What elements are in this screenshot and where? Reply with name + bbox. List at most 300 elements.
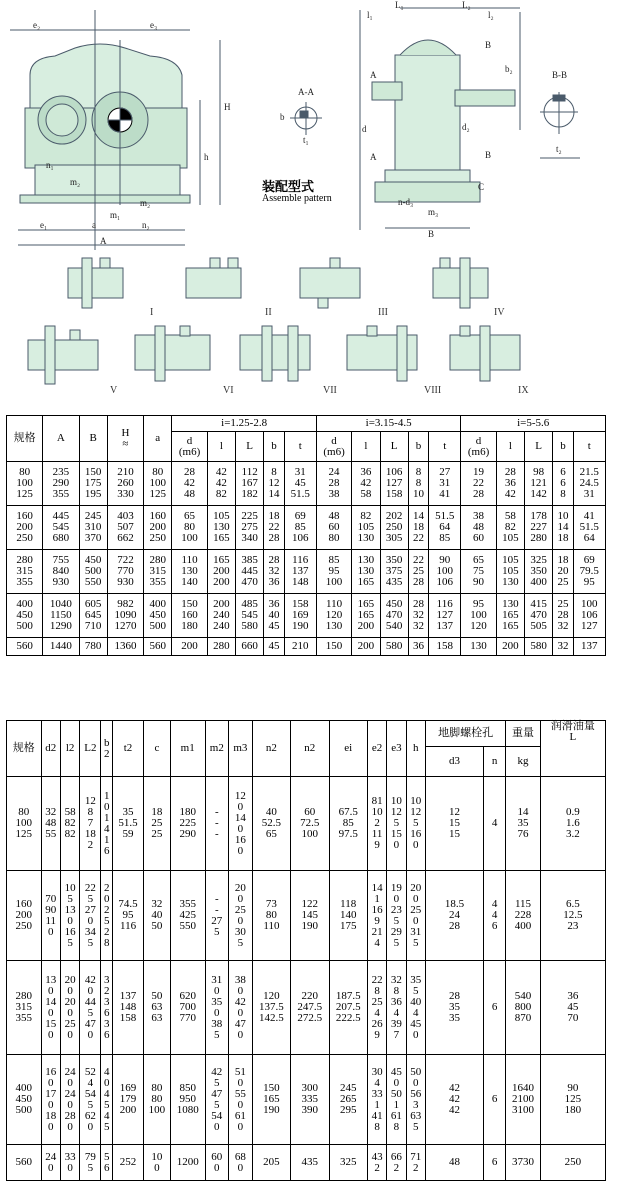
t1-cell: 28 42 48 (172, 462, 207, 506)
t2-cell: 12 8 7 18 2 (80, 777, 101, 871)
reducer-drawings (0, 0, 619, 410)
t1-cell: 158 169 190 (284, 594, 316, 638)
t2-cell: 850 950 1080 (170, 1055, 205, 1145)
pattern-label-6: VI (223, 385, 234, 396)
t1-cell: 21.5 24.5 31 (573, 462, 605, 506)
t2-head-m1: m1 (170, 721, 205, 777)
t1-cell: 31 45 51.5 (284, 462, 316, 506)
label-m2b: m₂ (140, 198, 151, 208)
t1-cell: 65 75 90 (461, 550, 496, 594)
pattern-label-3: III (378, 307, 388, 318)
t1-cell: 1360 (107, 638, 143, 656)
t2-head-oil-unit: L (569, 731, 577, 743)
label-n-d3: n-d₃ (398, 197, 414, 207)
t2-head-t2: t2 (113, 721, 144, 777)
t2-head-c: c (143, 721, 170, 777)
label-sec-b2: B (485, 150, 492, 160)
t2-cell: 32 8 36 4 39 7 (387, 961, 406, 1055)
t1-cell: 722 770 930 (107, 550, 143, 594)
t2-cell: 20 0 25 0 30 5 (229, 871, 253, 961)
t2-cell: 70 90 11 0 (41, 871, 60, 961)
t2-cell: 73 80 110 (252, 871, 290, 961)
t1-sub-1-2: L (380, 432, 408, 462)
t2-cell: 137 148 158 (113, 961, 144, 1055)
t2-cell: 36 45 70 (540, 961, 605, 1055)
t2-cell: 90 125 180 (540, 1055, 605, 1145)
t2-head-d2: d2 (41, 721, 60, 777)
t2-cell: 540 800 870 (506, 961, 541, 1055)
t2-row (7, 1055, 606, 1145)
t2-cell: 58 82 82 (60, 777, 79, 871)
t2-head-spec: 规格 (7, 721, 42, 777)
label-L2: L₂ (462, 0, 471, 10)
pattern-label-5: V (110, 385, 118, 396)
t1-row (7, 638, 606, 656)
t2-cell: 22 5 27 0 34 5 (80, 871, 101, 961)
t1-cell: 14 18 22 (408, 506, 428, 550)
t1-cell: 400 450 500 (7, 594, 43, 638)
t2-row (7, 1145, 606, 1181)
t2-cell: 150 165 190 (252, 1055, 290, 1145)
t1-cell: 105 130 165 (207, 506, 235, 550)
t2-cell: 245 265 295 (329, 1055, 367, 1145)
t2-cell: 68 0 (229, 1145, 253, 1181)
t1-cell: 65 80 100 (172, 506, 207, 550)
t2-cell: 48 (425, 1145, 483, 1181)
t2-row (7, 777, 606, 871)
label-t1: t₁ (303, 135, 309, 145)
t2-cell: 160 200 250 (7, 871, 42, 961)
t2-cell: 52 4 54 5 62 0 (80, 1055, 101, 1145)
t1-cell: 450 470 540 (380, 594, 408, 638)
t1-cell: 560 (144, 638, 172, 656)
t1-cell: 58 82 105 (496, 506, 524, 550)
t2-cell: 60 0 (205, 1145, 229, 1181)
t1-cell: 350 375 435 (380, 550, 408, 594)
t1-cell: 450 500 550 (79, 550, 107, 594)
t1-cell: 80 100 125 (7, 462, 43, 506)
t1-sub-1-3: b (408, 432, 428, 462)
pattern-label-1: I (150, 307, 154, 318)
t2-head-e2: e2 (367, 721, 386, 777)
assembly-caption-en: Assemble pattern (262, 193, 332, 204)
spec-table-2 (6, 720, 606, 1181)
t2-head-h: h (406, 721, 425, 777)
t2-cell: 400 450 500 (7, 1055, 42, 1145)
t2-cell: 30 4 33 1 41 8 (367, 1055, 386, 1145)
t2-cell: 71 2 (406, 1145, 425, 1181)
t1-head-B: B (79, 416, 107, 462)
t2-cell: 6.5 12.5 23 (540, 871, 605, 961)
t1-cell: 6 6 8 (553, 462, 573, 506)
t2-cell: 120 137.5 142.5 (252, 961, 290, 1055)
t2-cell: 3 2 3 6 3 6 (101, 961, 113, 1055)
t1-cell: 80 100 125 (144, 462, 172, 506)
t2-cell: 42 0 44 5 47 0 (80, 961, 101, 1055)
t2-cell: 43 2 (367, 1145, 386, 1181)
label-m1: m₁ (110, 210, 121, 220)
spec-table-1 (6, 415, 606, 656)
t1-cell: 235 290 355 (43, 462, 79, 506)
t2-cell: - - 27 5 (205, 871, 229, 961)
t1-cell: 8 8 10 (408, 462, 428, 506)
t2-cell: 1 0 1 4 1 6 (101, 777, 113, 871)
t1-cell: 150 175 195 (79, 462, 107, 506)
t2-cell: 118 140 175 (329, 871, 367, 961)
t1-cell: 36 (408, 638, 428, 656)
t1-cell: 150 160 180 (172, 594, 207, 638)
t1-cell: 112 167 182 (236, 462, 264, 506)
t1-cell: 82 105 130 (352, 506, 380, 550)
t1-cell: 415 470 505 (525, 594, 553, 638)
assembly-caption-cn: 装配型式 (262, 179, 315, 194)
label-h: h (204, 152, 209, 162)
t1-cell: 158 (429, 638, 461, 656)
label-b2: b₂ (505, 64, 513, 74)
t1-cell: 280 315 355 (144, 550, 172, 594)
t1-cell: 116 127 137 (429, 594, 461, 638)
t2-cell: 50 63 63 (143, 961, 170, 1055)
t1-sub-0-3: b (264, 432, 284, 462)
t2-cell: 4 4 6 (484, 871, 506, 961)
t2-cell: 14 1 16 9 21 4 (367, 871, 386, 961)
t2-cell: 187.5 207.5 222.5 (329, 961, 367, 1055)
pattern-label-9: IX (518, 385, 529, 396)
t1-cell: 982 1090 1270 (107, 594, 143, 638)
t2-head-e3: e3 (387, 721, 406, 777)
t1-cell: 42 42 82 (207, 462, 235, 506)
t1-cell: 41 51.5 64 (573, 506, 605, 550)
t2-cell: 22 8 25 4 26 9 (367, 961, 386, 1055)
t2-cell: 40 52.5 65 (252, 777, 290, 871)
label-l1: l₁ (367, 10, 373, 20)
t2-cell: 10 5 13 0 16 5 (60, 871, 79, 961)
t1-cell: 210 260 330 (107, 462, 143, 506)
t1-cell: 45 (264, 638, 284, 656)
t2-cell: 6 (484, 1055, 506, 1145)
t2-cell: 18.5 24 28 (425, 871, 483, 961)
t2-cell: 66 2 (387, 1145, 406, 1181)
t1-cell: 100 106 127 (573, 594, 605, 638)
t2-cell: 0.9 1.6 3.2 (540, 777, 605, 871)
t1-sub-0-1: l (207, 432, 235, 462)
t1-cell: 116 137 148 (284, 550, 316, 594)
t2-head-m3: m3 (229, 721, 253, 777)
t2-cell: 560 (7, 1145, 42, 1181)
t1-cell: 69 79.5 95 (573, 550, 605, 594)
label-section-bb: B-B (552, 70, 568, 80)
t1-cell: 560 (7, 638, 43, 656)
t2-head-n2a: n2 (252, 721, 290, 777)
t2-cell: 80 100 125 (7, 777, 42, 871)
t1-cell: 202 250 305 (380, 506, 408, 550)
label-e3: e₃ (150, 20, 158, 30)
t1-cell: 36 40 45 (264, 594, 284, 638)
t1-cell: 28 32 32 (408, 594, 428, 638)
section-aa-drawing (290, 102, 322, 135)
t2-head-d3: d3 (425, 747, 483, 777)
pattern-label-2: II (265, 307, 272, 318)
t2-cell: 79 5 (80, 1145, 101, 1181)
t1-cell: 1040 1150 1290 (43, 594, 79, 638)
label-e2: e₂ (33, 20, 41, 30)
t2-cell: 51 0 55 0 61 0 (229, 1055, 253, 1145)
t2-cell: 115 228 400 (506, 871, 541, 961)
t2-cell: 250 (540, 1145, 605, 1181)
t2-cell: 80 80 100 (143, 1055, 170, 1145)
t2-head-n: n (484, 747, 506, 777)
t2-cell: 1200 (170, 1145, 205, 1181)
label-sec-b1: B (485, 40, 492, 50)
t1-cell: 580 (525, 638, 553, 656)
t2-cell: 20 0 20 0 25 0 (60, 961, 79, 1055)
t2-cell: 122 145 190 (291, 871, 329, 961)
label-d: d (362, 124, 367, 134)
label-b: b (280, 112, 285, 122)
t1-cell: 51.5 64 85 (429, 506, 461, 550)
label-sec-a2: A (370, 152, 377, 162)
t2-cell: 67.5 85 97.5 (329, 777, 367, 871)
t2-cell: 3730 (506, 1145, 541, 1181)
t1-cell: 160 200 250 (7, 506, 43, 550)
t2-cell: 38 0 42 0 47 0 (229, 961, 253, 1055)
t2-cell: 20 0 25 0 31 5 (406, 871, 425, 961)
t2-cell: 12 0 14 0 16 0 (229, 777, 253, 871)
t2-cell: 42 5 47 5 54 0 (205, 1055, 229, 1145)
t1-cell: 178 227 280 (525, 506, 553, 550)
t1-cell: 280 (207, 638, 235, 656)
t1-sub-2-0: d (m6) (461, 432, 496, 462)
label-t2: t₂ (556, 144, 562, 154)
t1-cell: 130 130 165 (352, 550, 380, 594)
t1-cell: 110 130 140 (172, 550, 207, 594)
t1-cell: 110 120 130 (316, 594, 351, 638)
t1-row (7, 594, 606, 638)
t1-row (7, 550, 606, 594)
t2-cell: 620 700 770 (170, 961, 205, 1055)
t2-cell: 435 (291, 1145, 329, 1181)
t1-cell: 48 60 80 (316, 506, 351, 550)
assembly-pattern-drawings (28, 258, 520, 384)
t2-cell: 1640 2100 3100 (506, 1055, 541, 1145)
t1-cell: 18 20 25 (553, 550, 573, 594)
t2-cell: 14 35 76 (506, 777, 541, 871)
t2-cell: 2 0 2 5 2 8 (101, 871, 113, 961)
t2-head-ei: ei (329, 721, 367, 777)
t1-cell: 605 645 710 (79, 594, 107, 638)
t1-cell: 280 315 355 (7, 550, 43, 594)
t2-cell: 5 6 (101, 1145, 113, 1181)
t1-sub-0-0: d (m6) (172, 432, 207, 462)
t1-cell: 130 (461, 638, 496, 656)
t1-cell: 445 545 680 (43, 506, 79, 550)
t2-head-oil: 润滑油量 (550, 720, 595, 732)
t1-sub-0-4: t (284, 432, 316, 462)
t1-sub-2-3: b (553, 432, 573, 462)
t2-cell: 10 0 (143, 1145, 170, 1181)
t2-head-bolt: 地脚螺栓孔 (425, 721, 505, 747)
t1-cell: 36 42 58 (352, 462, 380, 506)
label-H: H (224, 102, 231, 112)
t1-sub-1-1: l (352, 432, 380, 462)
t1-cell: 150 (316, 638, 351, 656)
t1-cell: 225 275 340 (236, 506, 264, 550)
t2-head-weight: 重量 (506, 721, 541, 747)
t2-head-b2: b 2 (101, 721, 113, 777)
t1-cell: 90 100 106 (429, 550, 461, 594)
t1-cell: 85 95 100 (316, 550, 351, 594)
t2-cell: 35 51.5 59 (113, 777, 144, 871)
t2-head-kg: kg (506, 747, 541, 777)
pattern-label-8: VIII (424, 385, 442, 396)
label-L1: L₁ (395, 0, 404, 10)
t1-cell: 165 165 200 (352, 594, 380, 638)
t1-row (7, 506, 606, 550)
t2-cell: 325 (329, 1145, 367, 1181)
t1-sub-0-2: L (236, 432, 264, 462)
t2-cell: - - - (205, 777, 229, 871)
t2-cell: 4 0 4 5 4 5 (101, 1055, 113, 1145)
t2-cell: 50 0 56 3 63 5 (406, 1055, 425, 1145)
t1-cell: 32 (553, 638, 573, 656)
t1-sub-2-4: t (573, 432, 605, 462)
t2-cell: 24 0 (41, 1145, 60, 1181)
t1-cell: 210 (284, 638, 316, 656)
t1-cell: 385 445 470 (236, 550, 264, 594)
t2-cell: 180 225 290 (170, 777, 205, 871)
t1-sub-1-0: d (m6) (316, 432, 351, 462)
t2-row (7, 961, 606, 1055)
t2-cell: 280 315 355 (7, 961, 42, 1055)
t2-head-l2: l2 (60, 721, 79, 777)
t1-cell: 95 100 120 (461, 594, 496, 638)
label-sec-a1: A (370, 70, 377, 80)
t2-cell: 60 72.5 100 (291, 777, 329, 871)
label-B-dim: B (428, 229, 435, 239)
t1-cell: 98 121 142 (525, 462, 553, 506)
side-view-drawing (360, 8, 520, 230)
t2-row (7, 871, 606, 961)
t2-head-L2: L2 (80, 721, 101, 777)
t1-cell: 200 (352, 638, 380, 656)
t2-cell: 19 0 23 5 29 5 (387, 871, 406, 961)
t1-cell: 69 85 106 (284, 506, 316, 550)
label-n1: n₁ (46, 160, 54, 170)
t1-head-a: a (144, 416, 172, 462)
t1-group-3: i=5-5.6 (461, 416, 606, 432)
t2-cell: 10 12 5 16 0 (406, 777, 425, 871)
t1-cell: 403 507 662 (107, 506, 143, 550)
t1-cell: 160 200 250 (144, 506, 172, 550)
t2-head-n2b: n2 (291, 721, 329, 777)
t2-cell: 32 48 55 (41, 777, 60, 871)
t1-cell: 485 545 580 (236, 594, 264, 638)
t1-sub-2-1: l (496, 432, 524, 462)
t1-cell: 27 31 41 (429, 462, 461, 506)
pattern-label-7: VII (323, 385, 337, 396)
t1-cell: 165 200 200 (207, 550, 235, 594)
t2-cell: 6 (484, 961, 506, 1055)
t1-cell: 400 450 500 (144, 594, 172, 638)
t1-head-spec: 规格 (7, 416, 43, 462)
t2-cell: 45 0 50 1 61 8 (387, 1055, 406, 1145)
t1-cell: 106 127 158 (380, 462, 408, 506)
t1-cell: 22 25 28 (408, 550, 428, 594)
t1-cell: 19 22 28 (461, 462, 496, 506)
label-m2a: m₂ (70, 177, 81, 187)
t2-cell: 74.5 95 116 (113, 871, 144, 961)
t1-cell: 200 (172, 638, 207, 656)
label-A: A (100, 236, 107, 246)
t1-cell: 660 (236, 638, 264, 656)
t1-head-A: A (43, 416, 79, 462)
t2-cell: 32 40 50 (143, 871, 170, 961)
label-d2: d₂ (462, 122, 470, 132)
t1-cell: 580 (380, 638, 408, 656)
t1-cell: 105 105 130 (496, 550, 524, 594)
t2-cell: 81 10 2 11 9 (367, 777, 386, 871)
t1-cell: 245 310 370 (79, 506, 107, 550)
t1-cell: 130 165 165 (496, 594, 524, 638)
t1-cell: 8 12 14 (264, 462, 284, 506)
t2-cell: 6 (484, 1145, 506, 1181)
t2-cell: 252 (113, 1145, 144, 1181)
t1-cell: 1440 (43, 638, 79, 656)
t1-cell: 137 (573, 638, 605, 656)
t1-sub-1-4: t (429, 432, 461, 462)
t1-cell: 755 840 930 (43, 550, 79, 594)
t2-cell: 33 0 (60, 1145, 79, 1181)
label-C: C (478, 182, 485, 192)
t1-cell: 24 28 38 (316, 462, 351, 506)
t2-cell: 205 (252, 1145, 290, 1181)
t2-head-m2: m2 (205, 721, 229, 777)
t2-cell: 42 42 42 (425, 1055, 483, 1145)
t2-cell: 31 0 35 0 38 5 (205, 961, 229, 1055)
t1-cell: 25 28 32 (553, 594, 573, 638)
t2-cell: 16 0 17 0 18 0 (41, 1055, 60, 1145)
t2-cell: 10 12 5 15 0 (387, 777, 406, 871)
t2-cell: 35 5 40 4 45 0 (406, 961, 425, 1055)
t1-cell: 28 36 42 (496, 462, 524, 506)
t2-cell: 12 15 15 (425, 777, 483, 871)
label-e1: e₁ (40, 220, 48, 230)
t1-cell: 28 32 36 (264, 550, 284, 594)
t2-cell: 28 35 35 (425, 961, 483, 1055)
t1-group-2: i=3.15-4.5 (316, 416, 461, 432)
t1-row (7, 462, 606, 506)
t2-cell: 18 25 25 (143, 777, 170, 871)
t2-cell: 4 (484, 777, 506, 871)
t1-cell: 18 22 28 (264, 506, 284, 550)
t1-head-H: H ≈ (107, 416, 143, 462)
t1-cell: 200 (496, 638, 524, 656)
label-n2: n₂ (142, 220, 150, 230)
t1-cell: 780 (79, 638, 107, 656)
t1-cell: 38 48 60 (461, 506, 496, 550)
pattern-label-4: IV (494, 307, 505, 318)
t1-cell: 200 240 240 (207, 594, 235, 638)
t2-cell: 13 0 14 0 15 0 (41, 961, 60, 1055)
label-a: a (92, 220, 96, 230)
t1-cell: 10 14 18 (553, 506, 573, 550)
t2-cell: 220 247.5 272.5 (291, 961, 329, 1055)
t1-cell: 325 350 400 (525, 550, 553, 594)
label-m3: m₃ (428, 207, 439, 217)
label-section-aa: A-A (298, 87, 314, 97)
t2-cell: 355 425 550 (170, 871, 205, 961)
label-l2: l₂ (488, 10, 494, 20)
